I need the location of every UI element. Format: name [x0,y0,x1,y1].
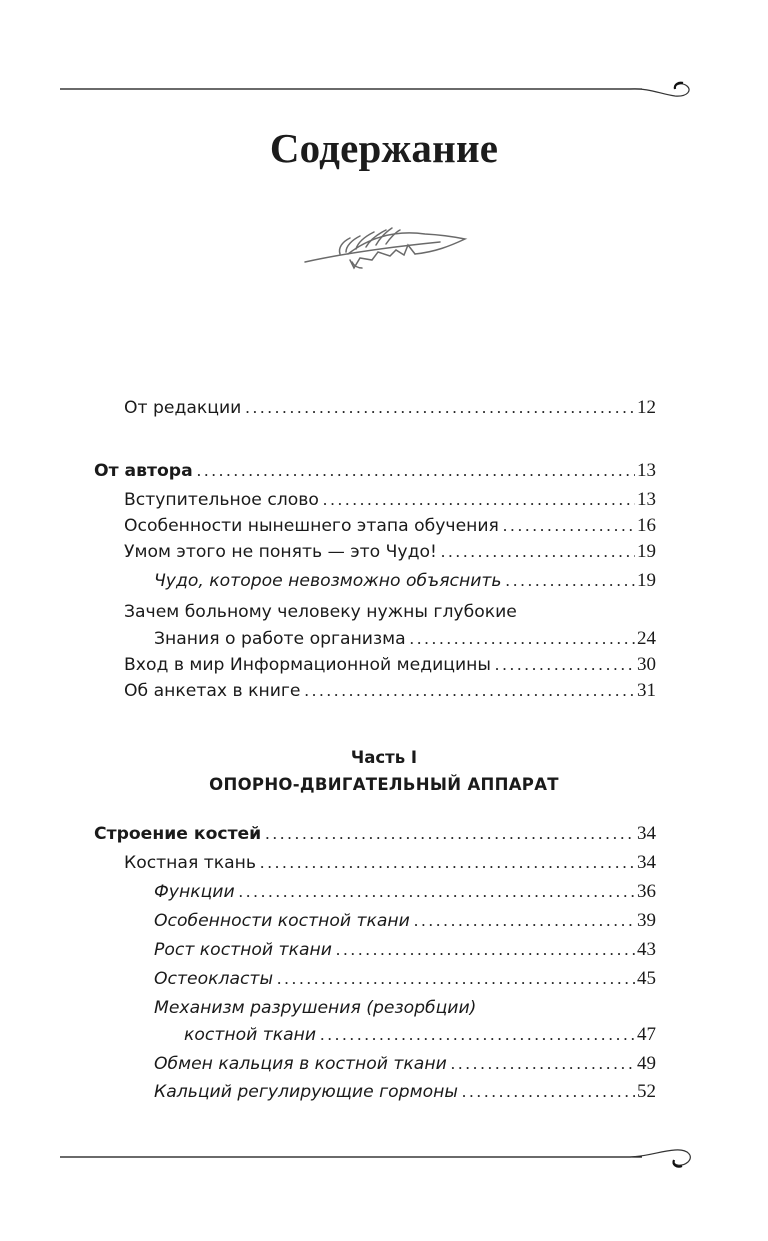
toc-subentry[interactable] [154,1050,656,1078]
toc-subentry[interactable] [154,878,656,906]
leader-dots [235,878,635,906]
toc-chapter[interactable] [94,457,656,485]
leader-dots [256,849,635,877]
toc-page-number: 34 [637,823,656,844]
leader-dots [316,1021,635,1049]
toc-page-number: 30 [637,654,656,675]
toc-entry-label: Особенности нынешнего этапа обучения [124,516,499,536]
toc-page-number: 45 [637,968,656,989]
toc-entry-label: Кальций регулирующие гормоны [154,1082,458,1102]
toc-subentry[interactable] [154,1078,656,1106]
leader-dots [332,936,635,964]
toc-page-number: 47 [637,1024,656,1045]
toc-page-number: 19 [637,541,656,562]
toc-entry-label: Остеокласты [154,969,274,989]
toc-page-number: 31 [637,680,656,701]
leader-dots [437,538,635,566]
toc-entry-label-line1[interactable]: Зачем больному человеку нужны глубокие [124,602,517,622]
leader-dots [241,394,635,422]
toc-entry[interactable] [124,538,656,566]
leader-dots [261,820,635,848]
toc-entry[interactable] [154,625,656,653]
leader-dots [300,677,635,705]
toc-entry-label: Обмен кальция в костной ткани [154,1054,447,1074]
part-number: Часть I [350,748,418,767]
toc-subentry[interactable] [154,567,656,595]
leader-dots [499,512,635,540]
toc-page-number: 24 [637,628,656,649]
leader-dots [458,1078,635,1106]
toc-subentry[interactable] [154,907,656,935]
toc-page-number: 43 [637,939,656,960]
toc-subentry-label-line1[interactable]: Механизм разрушения (резорбции) [154,998,477,1018]
toc-entry-label: Рост костной ткани [154,940,332,960]
toc-entry-label: Умом этого не понять — это Чудо! [124,542,437,562]
bottom-swirl-rule [60,1140,700,1180]
toc-entry[interactable] [124,677,656,705]
toc-entry[interactable] [124,849,656,877]
leader-dots [193,457,635,485]
toc-entry-label: От автора [94,461,193,481]
toc-entry-label: Особенности костной ткани [154,911,410,931]
toc-entry-label: Вход в мир Информационной медицины [124,655,491,675]
leader-dots [447,1050,635,1078]
toc-subentry[interactable] [184,1021,656,1049]
toc-entry-label: Вступительное слово [124,490,319,510]
toc-entry[interactable] [124,394,656,422]
toc-page-number: 39 [637,910,656,931]
toc-subentry[interactable] [154,936,656,964]
toc-page-number: 12 [637,397,656,418]
toc-page-number: 52 [637,1081,656,1102]
leader-dots [273,965,635,993]
top-swirl-rule [60,70,700,110]
leader-dots [406,625,635,653]
toc-entry-label: Функции [154,882,235,902]
toc-entry-label: костной ткани [184,1025,317,1045]
toc-entry-label: Знания о работе организма [154,629,406,649]
toc-page-number: 19 [637,570,656,591]
toc-entry-label: Строение костей [94,824,262,844]
feather-icon [300,222,470,278]
leader-dots [502,567,635,595]
toc-page-number: 34 [637,852,656,873]
leader-dots [319,486,635,514]
toc-entry[interactable] [124,486,656,514]
toc-page-number: 49 [637,1053,656,1074]
toc-entry[interactable] [124,651,656,679]
toc-chapter[interactable] [94,820,656,848]
toc-entry[interactable] [124,512,656,540]
toc-entry-label: Костная ткань [124,853,257,873]
toc-entry-label: От редакции [124,398,242,418]
leader-dots [491,651,635,679]
toc-subentry[interactable] [154,965,656,993]
toc-entry-label: Чудо, которое невозможно объяснить [154,571,502,591]
toc-page-number: 13 [637,460,656,481]
page-title: Содержание [269,125,499,171]
leader-dots [410,907,635,935]
part-title: ОПОРНО-ДВИГАТЕЛЬНЫЙ АППАРАТ [209,775,559,794]
toc-entry-label: Об анкетах в книге [124,681,301,701]
toc-page-number: 16 [637,515,656,536]
toc-page-number: 36 [637,881,656,902]
toc-page-number: 13 [637,489,656,510]
